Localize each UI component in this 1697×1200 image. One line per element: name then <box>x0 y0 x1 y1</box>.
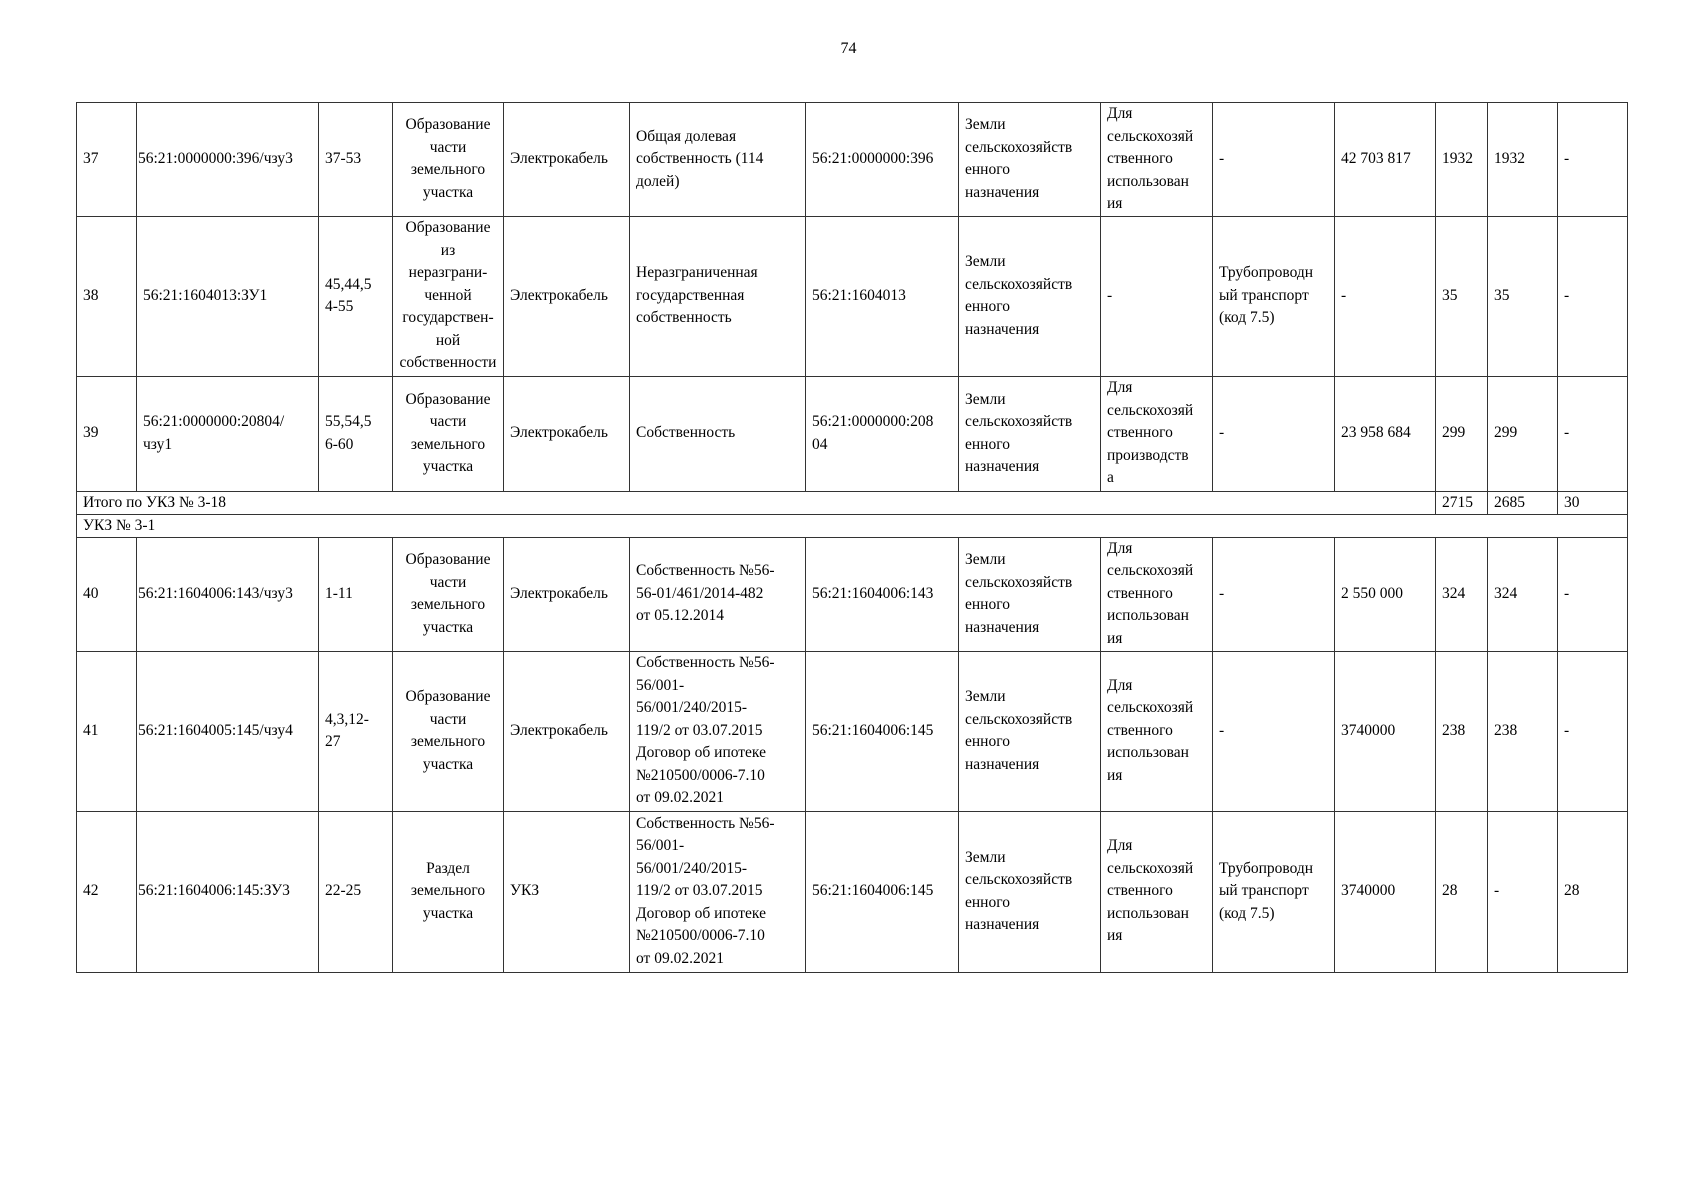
right-type-cell: Собственность №56- 56-01/461/2014-482 от 05.12.2014 <box>630 537 806 651</box>
point-numbers-cell: 1-11 <box>319 537 393 651</box>
source-plot-cell: 56:21:1604006:143 <box>806 537 959 651</box>
permitted-use-new-cell: Трубопроводн ый транспорт (код 7.5) <box>1213 811 1335 972</box>
formation-method-cell: Образование части земельного участка <box>393 376 504 491</box>
right-type-cell: Общая долевая собственность (114 долей) <box>630 103 806 217</box>
source-plot-cell: 56:21:0000000:396 <box>806 103 959 217</box>
object-type-cell: Электрокабель <box>504 216 630 376</box>
row-number-cell: 39 <box>77 376 137 491</box>
object-type-cell: УКЗ <box>504 811 630 972</box>
permitted-use-new-cell: - <box>1213 537 1335 651</box>
area-temporary-cell: - <box>1558 216 1628 376</box>
object-type-cell: Электрокабель <box>504 651 630 811</box>
source-plot-cell: 56:21:1604006:145 <box>806 651 959 811</box>
permitted-use-new-cell: - <box>1213 376 1335 491</box>
area-total-cell: 35 <box>1436 216 1488 376</box>
permitted-use-cell: Для сельскохозяй ственного использован ия <box>1101 537 1213 651</box>
permitted-use-cell: Для сельскохозяй ственного использован ия <box>1101 651 1213 811</box>
point-numbers-cell: 4,3,12- 27 <box>319 651 393 811</box>
formation-method-cell: Раздел земельного участка <box>393 811 504 972</box>
table-row <box>77 811 1628 972</box>
area-permanent-cell: 324 <box>1488 537 1558 651</box>
cadastral-number-cell: 56:21:1604005:145/чзу4 <box>137 651 319 811</box>
cadastral-number-cell: 56:21:0000000:396/чзу3 <box>137 103 319 217</box>
cadastral-value-cell: 42 703 817 <box>1335 103 1436 217</box>
cadastral-value-cell: - <box>1335 216 1436 376</box>
point-numbers-cell: 22-25 <box>319 811 393 972</box>
area-total-cell: 28 <box>1436 811 1488 972</box>
area-permanent-cell: - <box>1488 811 1558 972</box>
land-category-cell: Земли сельскохозяйств енного назначения <box>959 811 1101 972</box>
source-plot-cell: 56:21:1604006:145 <box>806 811 959 972</box>
right-type-cell: Собственность №56- 56/001- 56/001/240/2015- 119/2 от 03.07.2015 Договор об ипотеке №210500/0006-7.10 от 09.02.2021 <box>630 811 806 972</box>
area-temporary-cell: - <box>1558 651 1628 811</box>
source-plot-cell: 56:21:1604013 <box>806 216 959 376</box>
land-plots-table <box>76 102 1628 973</box>
row-number-cell: 37 <box>77 103 137 217</box>
right-type-cell: Собственность <box>630 376 806 491</box>
total-a1: 2685 <box>1488 491 1558 514</box>
cadastral-value-cell: 23 958 684 <box>1335 376 1436 491</box>
cadastral-number-cell: 56:21:0000000:20804/ чзу1 <box>137 376 319 491</box>
row-number-cell: 42 <box>77 811 137 972</box>
area-total-cell: 1932 <box>1436 103 1488 217</box>
area-temporary-cell: - <box>1558 376 1628 491</box>
row-number-cell: 38 <box>77 216 137 376</box>
area-total-cell: 299 <box>1436 376 1488 491</box>
permitted-use-new-cell: - <box>1213 103 1335 217</box>
formation-method-cell: Образование части земельного участка <box>393 651 504 811</box>
point-numbers-cell: 37-53 <box>319 103 393 217</box>
permitted-use-cell: - <box>1101 216 1213 376</box>
cadastral-value-cell: 3740000 <box>1335 811 1436 972</box>
total-area: 2715 <box>1436 491 1488 514</box>
area-total-cell: 238 <box>1436 651 1488 811</box>
table-row <box>77 537 1628 651</box>
land-category-cell: Земли сельскохозяйств енного назначения <box>959 537 1101 651</box>
area-total-cell: 324 <box>1436 537 1488 651</box>
area-temporary-cell: - <box>1558 103 1628 217</box>
object-type-cell: Электрокабель <box>504 376 630 491</box>
formation-method-cell: Образование из неразграни- ченной государствен- ной собственности <box>393 216 504 376</box>
right-type-cell: Собственность №56- 56/001- 56/001/240/2015- 119/2 от 03.07.2015 Договор об ипотеке №210500/0006-7.10 от 09.02.2021 <box>630 651 806 811</box>
total-label: Итого по УКЗ № 3-18 <box>77 491 1436 514</box>
total-row <box>77 491 1628 514</box>
permitted-use-new-cell: - <box>1213 651 1335 811</box>
cadastral-value-cell: 3740000 <box>1335 651 1436 811</box>
source-plot-cell: 56:21:0000000:208 04 <box>806 376 959 491</box>
table-row <box>77 103 1628 217</box>
permitted-use-cell: Для сельскохозяй ственного использован ия <box>1101 103 1213 217</box>
formation-method-cell: Образование части земельного участка <box>393 537 504 651</box>
point-numbers-cell: 45,44,5 4-55 <box>319 216 393 376</box>
cadastral-number-cell: 56:21:1604006:145:ЗУ3 <box>137 811 319 972</box>
cadastral-value-cell: 2 550 000 <box>1335 537 1436 651</box>
cadastral-number-cell: 56:21:1604006:143/чзу3 <box>137 537 319 651</box>
table-row <box>77 651 1628 811</box>
object-type-cell: Электрокабель <box>504 103 630 217</box>
land-category-cell: Земли сельскохозяйств енного назначения <box>959 651 1101 811</box>
page-number: 74 <box>840 40 857 57</box>
row-number-cell: 40 <box>77 537 137 651</box>
permitted-use-cell: Для сельскохозяй ственного использован ия <box>1101 811 1213 972</box>
area-permanent-cell: 35 <box>1488 216 1558 376</box>
land-category-cell: Земли сельскохозяйств енного назначения <box>959 216 1101 376</box>
table-row <box>77 376 1628 491</box>
area-permanent-cell: 238 <box>1488 651 1558 811</box>
group-row <box>77 514 1628 537</box>
cadastral-number-cell: 56:21:1604013:ЗУ1 <box>137 216 319 376</box>
area-permanent-cell: 1932 <box>1488 103 1558 217</box>
total-a2: 30 <box>1558 491 1628 514</box>
point-numbers-cell: 55,54,5 6-60 <box>319 376 393 491</box>
land-category-cell: Земли сельскохозяйств енного назначения <box>959 376 1101 491</box>
row-number-cell: 41 <box>77 651 137 811</box>
right-type-cell: Неразграниченная государственная собственность <box>630 216 806 376</box>
object-type-cell: Электрокабель <box>504 537 630 651</box>
area-temporary-cell: - <box>1558 537 1628 651</box>
permitted-use-cell: Для сельскохозяй ственного производств а <box>1101 376 1213 491</box>
table-row <box>77 216 1628 376</box>
permitted-use-new-cell: Трубопроводн ый транспорт (код 7.5) <box>1213 216 1335 376</box>
area-permanent-cell: 299 <box>1488 376 1558 491</box>
formation-method-cell: Образование части земельного участка <box>393 103 504 217</box>
group-label: УКЗ № 3-1 <box>77 514 1628 537</box>
area-temporary-cell: 28 <box>1558 811 1628 972</box>
land-category-cell: Земли сельскохозяйств енного назначения <box>959 103 1101 217</box>
